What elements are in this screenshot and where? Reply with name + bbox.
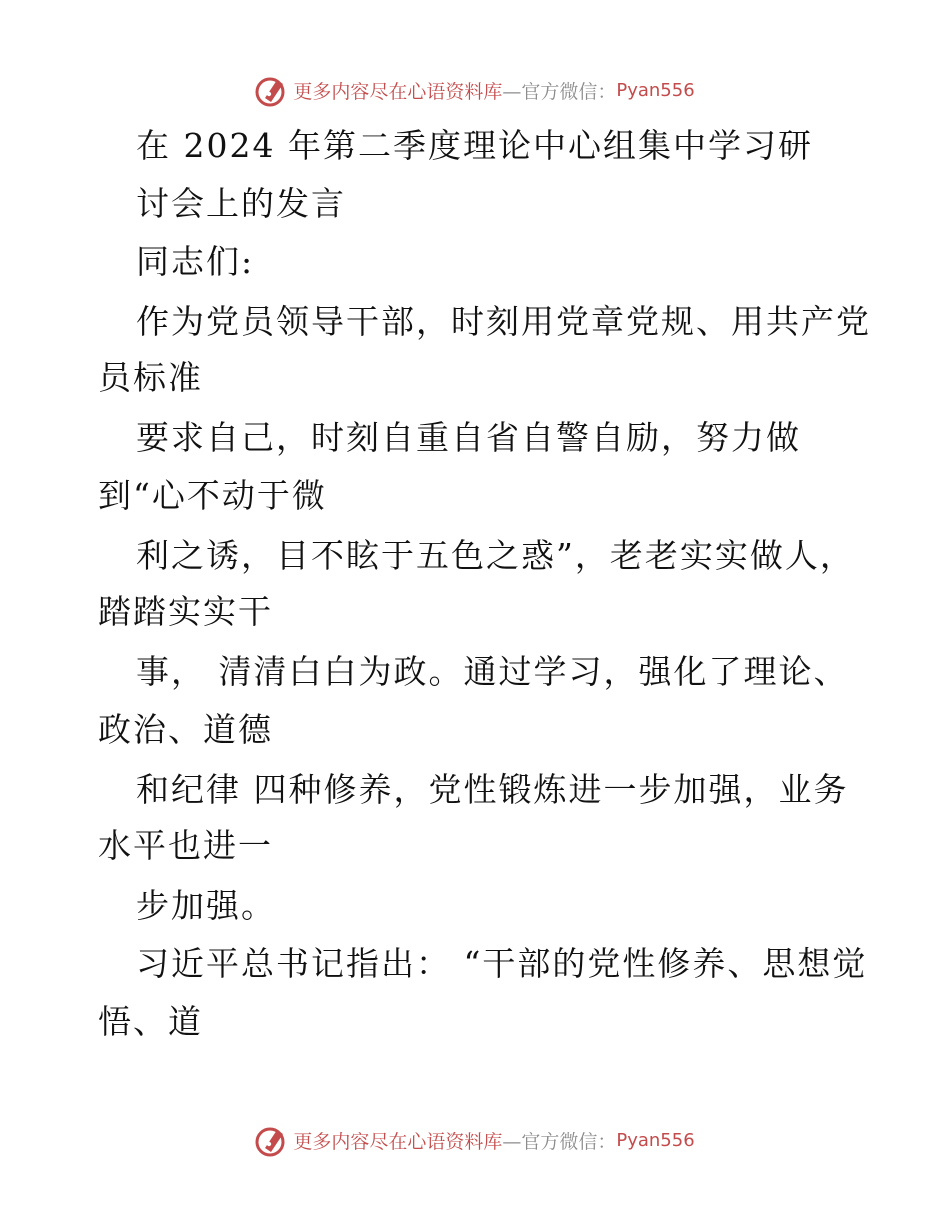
doc-text-line: 悟、道 bbox=[98, 1002, 203, 1041]
footer-watermark bbox=[0, 1122, 950, 1158]
doc-text-line: 作为党员领导干部，时刻用党章党规、用共产党 bbox=[136, 302, 871, 341]
doc-text-line: 员标准 bbox=[98, 358, 203, 397]
watermark-official-label: —官方微信： bbox=[502, 80, 617, 103]
doc-text-line: 习近平总书记指出： “干部的党性修养、思想觉 bbox=[136, 944, 868, 983]
doc-text-line: 利之诱，目不眩于五色之惑”，老老实实做人， bbox=[136, 536, 855, 575]
watermark-wechat-id: Pyan556 bbox=[616, 79, 695, 101]
doc-salutation: 同志们: bbox=[136, 242, 255, 281]
pen-nib-logo-icon bbox=[255, 1122, 289, 1158]
watermark-official-label: —官方微信： bbox=[502, 1130, 617, 1153]
doc-text-line: 事， 清清白白为政。通过学习，强化了理论、 bbox=[136, 652, 849, 691]
doc-title-line-1: 在 2024 年第二季度理论中心组集中学习研 bbox=[136, 126, 813, 165]
doc-text-line: 踏踏实实干 bbox=[98, 592, 273, 631]
header-watermark bbox=[0, 72, 950, 108]
watermark-brand: 更多内容尽在心语资料库 bbox=[293, 80, 503, 103]
watermark-wechat-id: Pyan556 bbox=[616, 1129, 695, 1151]
doc-text-line: 水平也进一 bbox=[98, 826, 273, 865]
pen-nib-logo-icon bbox=[255, 72, 289, 108]
watermark-brand: 更多内容尽在心语资料库 bbox=[293, 1130, 503, 1153]
doc-text-line: 政治、道德 bbox=[98, 710, 273, 749]
doc-text-line: 要求自己，时刻自重自省自警自励，努力做 bbox=[136, 418, 801, 457]
doc-text-line: 和纪律 四种修养，党性锻炼进一步加强，业务 bbox=[136, 770, 849, 809]
doc-text-line: 步加强。 bbox=[136, 886, 276, 925]
doc-text-line: 到“心不动于微 bbox=[98, 476, 327, 515]
doc-title-line-2: 讨会上的发言 bbox=[136, 184, 346, 223]
